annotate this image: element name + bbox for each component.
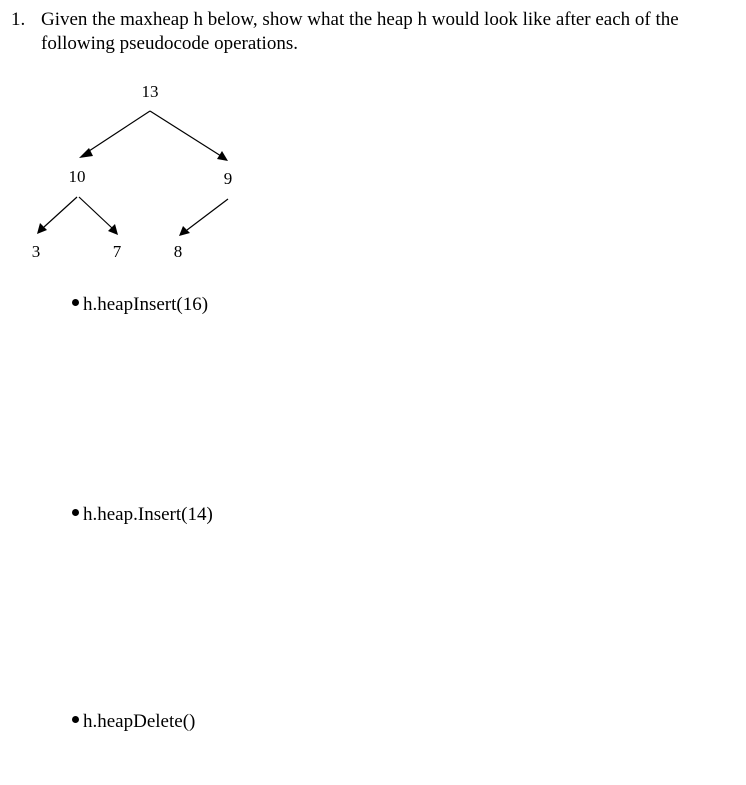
heap-node-left: 10	[68, 167, 86, 186]
heap-node-root: 13	[141, 82, 159, 101]
operation-heap-delete	[72, 710, 195, 734]
maxheap-diagram	[0, 70, 300, 270]
operation-label: h.heapDelete()	[83, 711, 196, 732]
heap-node-right: 9	[223, 169, 233, 188]
heap-node-left-right: 7	[112, 242, 122, 261]
question-text: Given the maxheap h below, show what the heap h would look like after each of the following pseudocode operations.	[41, 9, 679, 54]
operation-label: h.heap.Insert(14)	[83, 504, 213, 525]
heap-node-right-left: 8	[173, 242, 183, 261]
bullet-icon	[72, 716, 79, 723]
heap-edge-left-leftright	[79, 197, 118, 235]
operation-label: h.heapInsert(16)	[83, 294, 209, 315]
operation-heap-insert-16	[72, 293, 208, 317]
operation-heap-insert-14	[72, 503, 213, 527]
heap-edge-left-leftleft	[37, 197, 77, 234]
bullet-icon	[72, 509, 79, 516]
heap-edge-root-right	[150, 111, 228, 161]
question-number: 1.	[11, 9, 26, 30]
bullet-icon	[72, 299, 79, 306]
heap-edge-root-left	[79, 111, 150, 158]
heap-node-left-left: 3	[31, 242, 41, 261]
heap-edge-right-rightleft	[179, 199, 228, 236]
question-1	[11, 8, 731, 56]
